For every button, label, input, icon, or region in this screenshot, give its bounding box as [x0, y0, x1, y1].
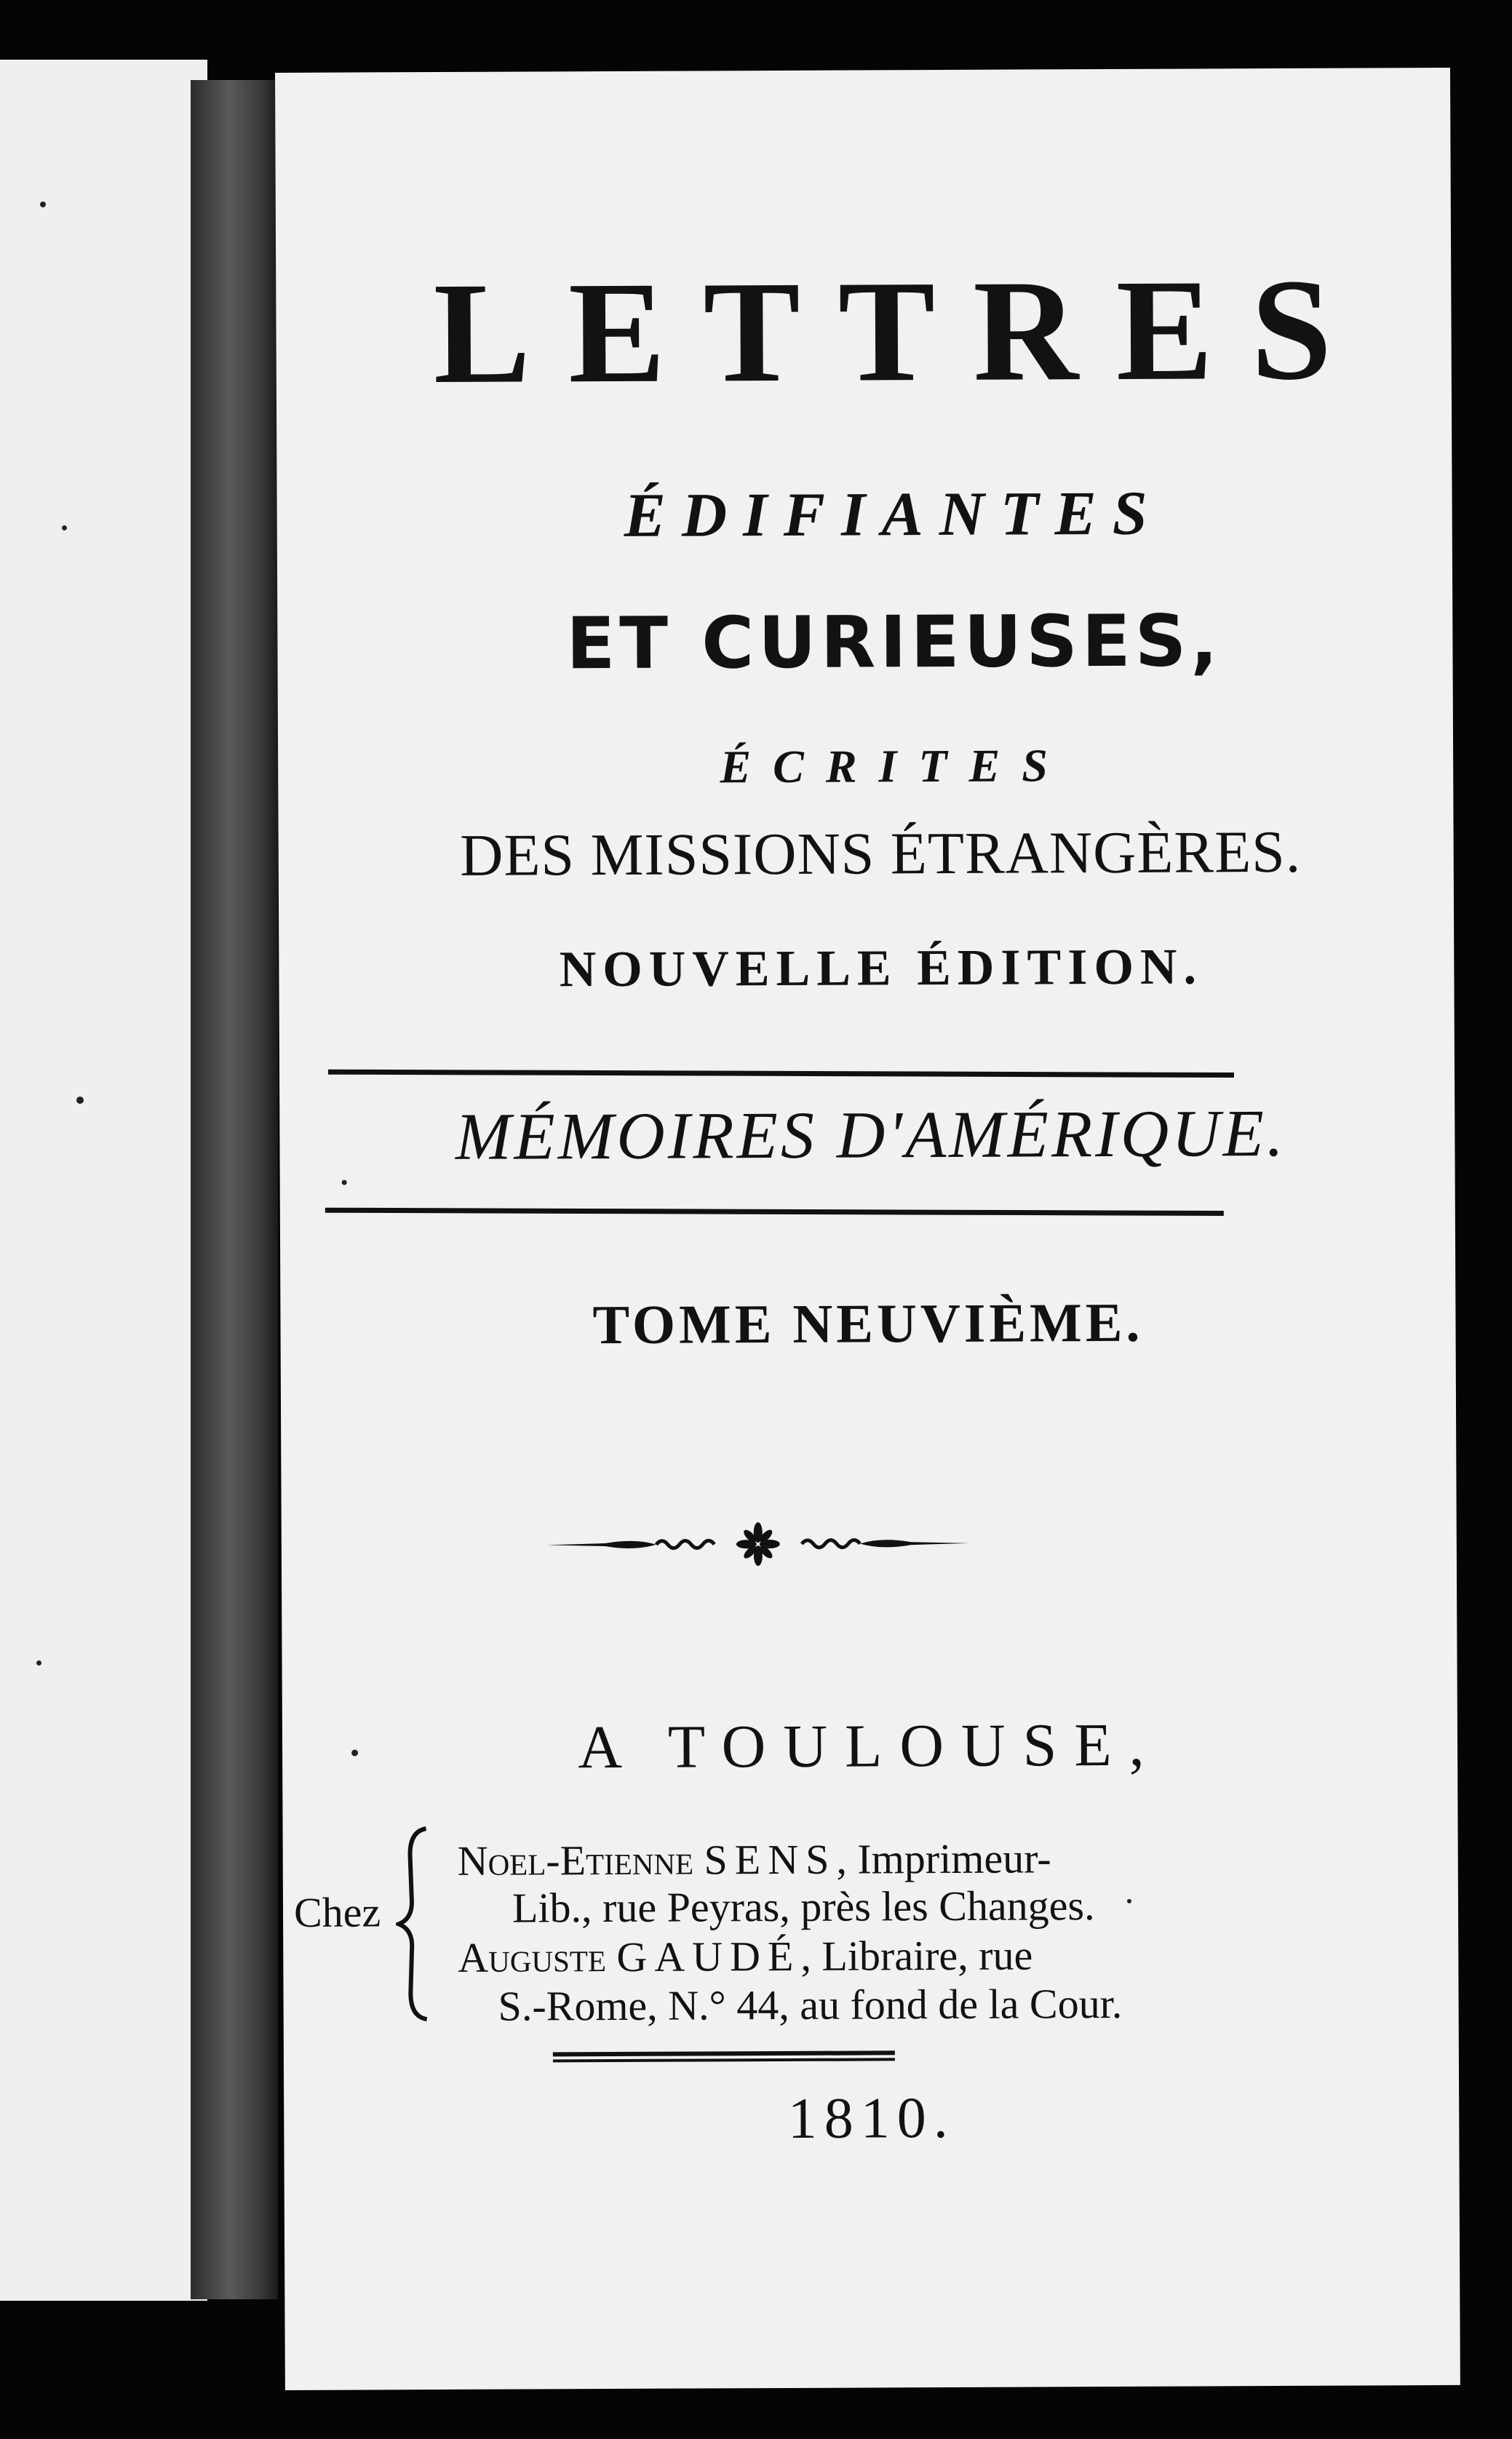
section-title: MÉMOIRES D'AMÉRIQUE.: [455, 1095, 1287, 1174]
ink-speck: [342, 1180, 347, 1185]
ink-speck: [351, 1750, 358, 1756]
printer-1-forename: Noel-Etienne: [457, 1836, 694, 1885]
subtitle-missions: DES MISSIONS ÉTRANGÈRES.: [459, 818, 1302, 888]
printer-1-role: , Imprimeur-: [836, 1834, 1051, 1883]
horizontal-rule: [325, 1208, 1224, 1216]
printer-2-surname: GAUDÉ: [616, 1932, 801, 1981]
subtitle-ecrites: ÉCRITES: [720, 739, 1070, 793]
ink-speck: [36, 1660, 41, 1666]
double-rule: [553, 2050, 895, 2062]
ink-speck: [1127, 1899, 1131, 1903]
imprint-chez: Chez: [293, 1888, 381, 1936]
printer-2-line-1: [458, 1930, 1032, 1981]
printer-2-role: , Libraire, rue: [800, 1931, 1033, 1980]
edition-statement: NOUVELLE ÉDITION.: [559, 939, 1203, 998]
fleuron-ornament: [547, 1518, 969, 1571]
printer-1-surname: SENS: [704, 1835, 837, 1884]
horizontal-rule: [328, 1070, 1234, 1078]
ink-speck: [76, 1097, 84, 1104]
printer-1-address: Lib., rue Peyras, près les Changes.: [512, 1882, 1095, 1932]
ink-speck: [62, 525, 67, 530]
book-gutter: [191, 80, 278, 2299]
subtitle-curieuses: ET CURIEUSES,: [566, 600, 1222, 686]
printer-1-line-1: [458, 1834, 1051, 1885]
printer-2-forename: Auguste: [458, 1933, 607, 1981]
subtitle-edifiantes: ÉDIFIANTES: [624, 477, 1163, 550]
imprint-city: A TOULOUSE,: [578, 1711, 1162, 1782]
curly-brace: [396, 1826, 433, 2022]
publication-year: 1810.: [787, 2085, 955, 2151]
printer-2-address: S.-Rome, N.° 44, au fond de la Cour.: [498, 1979, 1123, 2030]
main-title: LETTRES: [433, 249, 1370, 415]
facing-page: [0, 60, 207, 2301]
title-page: [275, 68, 1460, 2390]
volume-label: TOME NEUVIÈME.: [592, 1292, 1144, 1356]
ink-speck: [40, 202, 46, 207]
